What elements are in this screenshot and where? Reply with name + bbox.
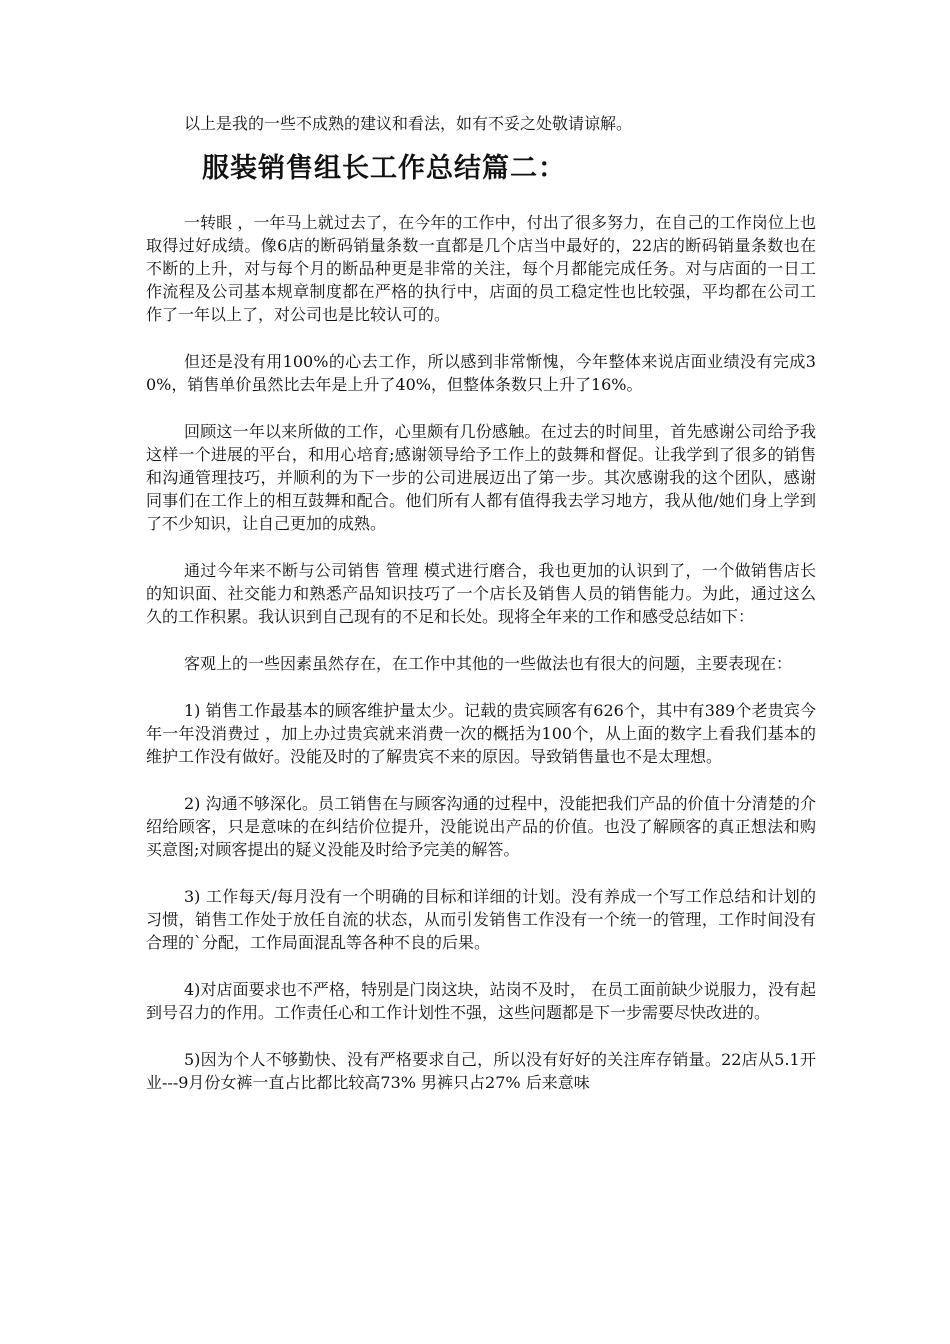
paragraph-issue-5: 5)因为个人不够勤快、没有严格要求自己，所以没有好好的关注库存销量。22店从5.1开业---9月份女裤一直占比都比较高73% 男裤只占27% 后来意味 bbox=[146, 1050, 816, 1092]
paragraph-problems-intro: 客观上的一些因素虽然存在，在工作中其他的一些做法也有很大的问题，主要表现在： bbox=[184, 654, 793, 673]
paragraph-performance: 但还是没有用100%的心去工作，所以感到非常惭愧，今年整体来说店面业绩没有完成30%，销售单价虽然比去年是上升了40%，但整体条数只上升了16%。 bbox=[146, 352, 816, 394]
paragraph-summary: 一转眼 ，一年马上就过去了，在今年的工作中，付出了很多努力，在自己的工作岗位上也取得过好成绩。像6店的断码销量条数一直都是几个店当中最好的，22店的断码销量条数也在不断的上升，对与每个月的断品种更是非常的关注，每个月都能完成任务。对与店面的一日工作流程及公司基本规章制度都在严格的执行中，店面的员工稳定性也比较强，平均都在公司工作了一年以上了，对公司也是比较认可的。 bbox=[146, 213, 816, 324]
paragraph-learning: 通过今年来不断与公司销售 管理 模式进行磨合，我也更加的认识到了，一个做销售店长的知识面、社交能力和熟悉产品知识技巧了一个店长及销售人员的销售能力。为此，通过这么久的工作积累。我认识到自己现有的不足和长处。现将全年来的工作和感受总结如下： bbox=[146, 561, 816, 626]
paragraph-gratitude: 回顾这一年以来所做的工作，心里颇有几份感触。在过去的时间里，首先感谢公司给予我这样一个进展的平台，和用心培育;感谢领导给予工作上的鼓舞和督促。让我学到了很多的销售和沟通管理技巧，并顺利的为下一步的公司进展迈出了第一步。其次感谢我的这个团队，感谢同事们在工作上的相互鼓舞和配合。他们所有人都有值得我去学习地方，我从他/她们身上学到了不少知识，让自己更加的成熟。 bbox=[146, 422, 816, 533]
paragraph-issue-2: 2) 沟通不够深化。员工销售在与顾客沟通的过程中，没能把我们产品的价值十分清楚的介绍给顾客，只是意味的在纠结价位提升，没能说出产品的价值。也没了解顾客的真正想法和购买意图;对顾客提出的疑义没能及时给予完美的解答。 bbox=[146, 794, 816, 859]
document-page bbox=[146, 112, 816, 1118]
closing-remark: 以上是我的一些不成熟的建议和看法，如有不妥之处敬请谅解。 bbox=[184, 114, 633, 133]
section-heading: 服装销售组长工作总结篇二： bbox=[202, 153, 566, 184]
paragraph-issue-4: 4)对店面要求也不严格，特别是门岗这块，站岗不及时， 在员工面前缺少说服力，没有起到号召力的作用。工作责任心和工作计划性不强，这些问题都是下一步需要尽快改进的。 bbox=[146, 980, 816, 1022]
paragraph-issue-3: 3) 工作每天/每月没有一个明确的目标和详细的计划。没有养成一个写工作总结和计划的习惯，销售工作处于放任自流的状态，从而引发销售工作没有一个统一的管理，工作时间没有合理的`分配，工作局面混乱等各种不良的后果。 bbox=[146, 887, 816, 952]
body-text bbox=[146, 211, 816, 1094]
paragraph-issue-1: 1) 销售工作最基本的顾客维护量太少。记载的贵宾顾客有626个，其中有389个老贵宾今年一年没消费过 ，加上办过贵宾就来消费一次的概括为100个，从上面的数字上看我们基本的维护工作没有做好。没能及时的了解贵宾不来的原因。导致销售量也不是太理想。 bbox=[146, 701, 816, 766]
